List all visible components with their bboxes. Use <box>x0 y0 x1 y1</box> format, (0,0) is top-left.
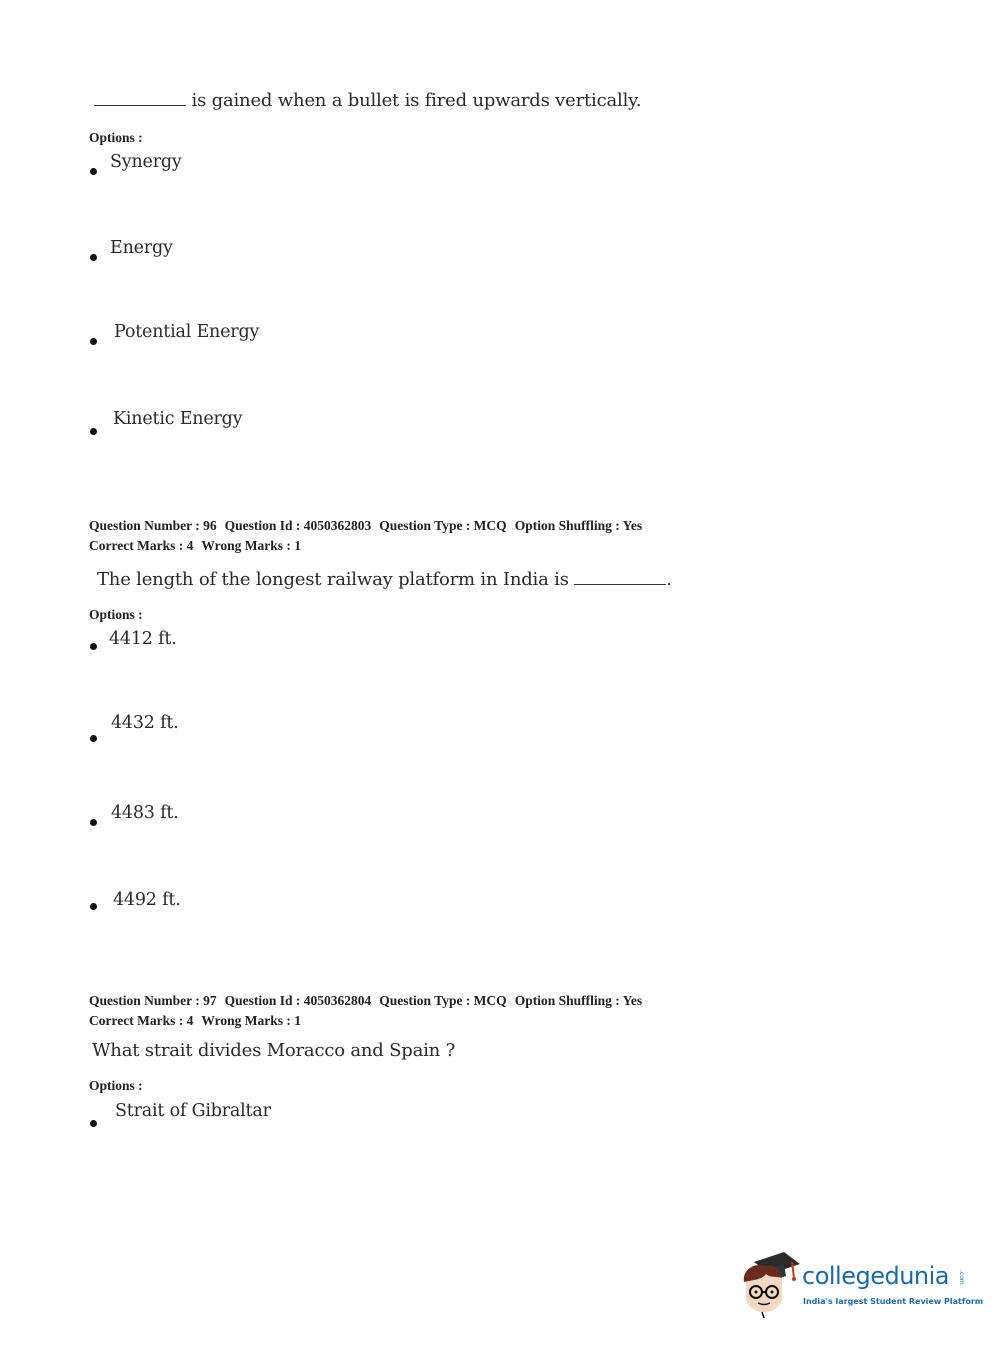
options-label: Options : <box>89 607 143 622</box>
logo-com: .com <box>958 1270 965 1285</box>
logo-tagline: India's largest Student Review Platform <box>803 1297 984 1306</box>
option-text: 4412 ft. <box>109 629 177 649</box>
bullet-icon <box>90 735 97 742</box>
option-text: Strait of Gibraltar <box>115 1101 271 1121</box>
logo-wordmark: collegedunia <box>802 1262 950 1290</box>
collegedunia-logo <box>740 1248 984 1318</box>
question-97-marks: Correct Marks : 4 Wrong Marks : 1 <box>89 1013 301 1028</box>
option-text: Synergy <box>110 152 182 172</box>
bullet-icon <box>90 819 97 826</box>
option-text: 4432 ft. <box>111 713 179 733</box>
options-label: Options : <box>89 130 143 145</box>
bullet-icon <box>90 168 97 175</box>
bullet-icon <box>90 428 97 435</box>
bullet-icon <box>90 643 97 650</box>
question-96-text: The length of the longest railway platform in India is . <box>97 569 672 590</box>
bullet-icon <box>90 1120 97 1127</box>
question-97-text: What strait divides Moracco and Spain ? <box>92 1040 456 1061</box>
question-96-meta: Question Number : 96 Question Id : 4050362803 Question Type : MCQ Option Shuffling : Yes <box>89 518 643 533</box>
bullet-icon <box>90 338 97 345</box>
option-text: 4483 ft. <box>111 803 179 823</box>
answer-blank <box>574 570 666 585</box>
question-96-marks: Correct Marks : 4 Wrong Marks : 1 <box>89 538 301 553</box>
question-97-meta: Question Number : 97 Question Id : 4050362804 Question Type : MCQ Option Shuffling : Yes <box>89 993 643 1008</box>
option-text: Potential Energy <box>114 322 260 342</box>
bullet-icon <box>90 254 97 261</box>
option-text: Kinetic Energy <box>113 409 243 429</box>
option-text: Energy <box>110 238 173 258</box>
options-label: Options : <box>89 1078 143 1093</box>
answer-blank <box>94 91 186 106</box>
bullet-icon <box>90 903 97 910</box>
question-95-text: is gained when a bullet is fired upwards vertically. <box>94 90 641 111</box>
student-mascot-icon <box>740 1248 802 1318</box>
option-text: 4492 ft. <box>113 890 181 910</box>
